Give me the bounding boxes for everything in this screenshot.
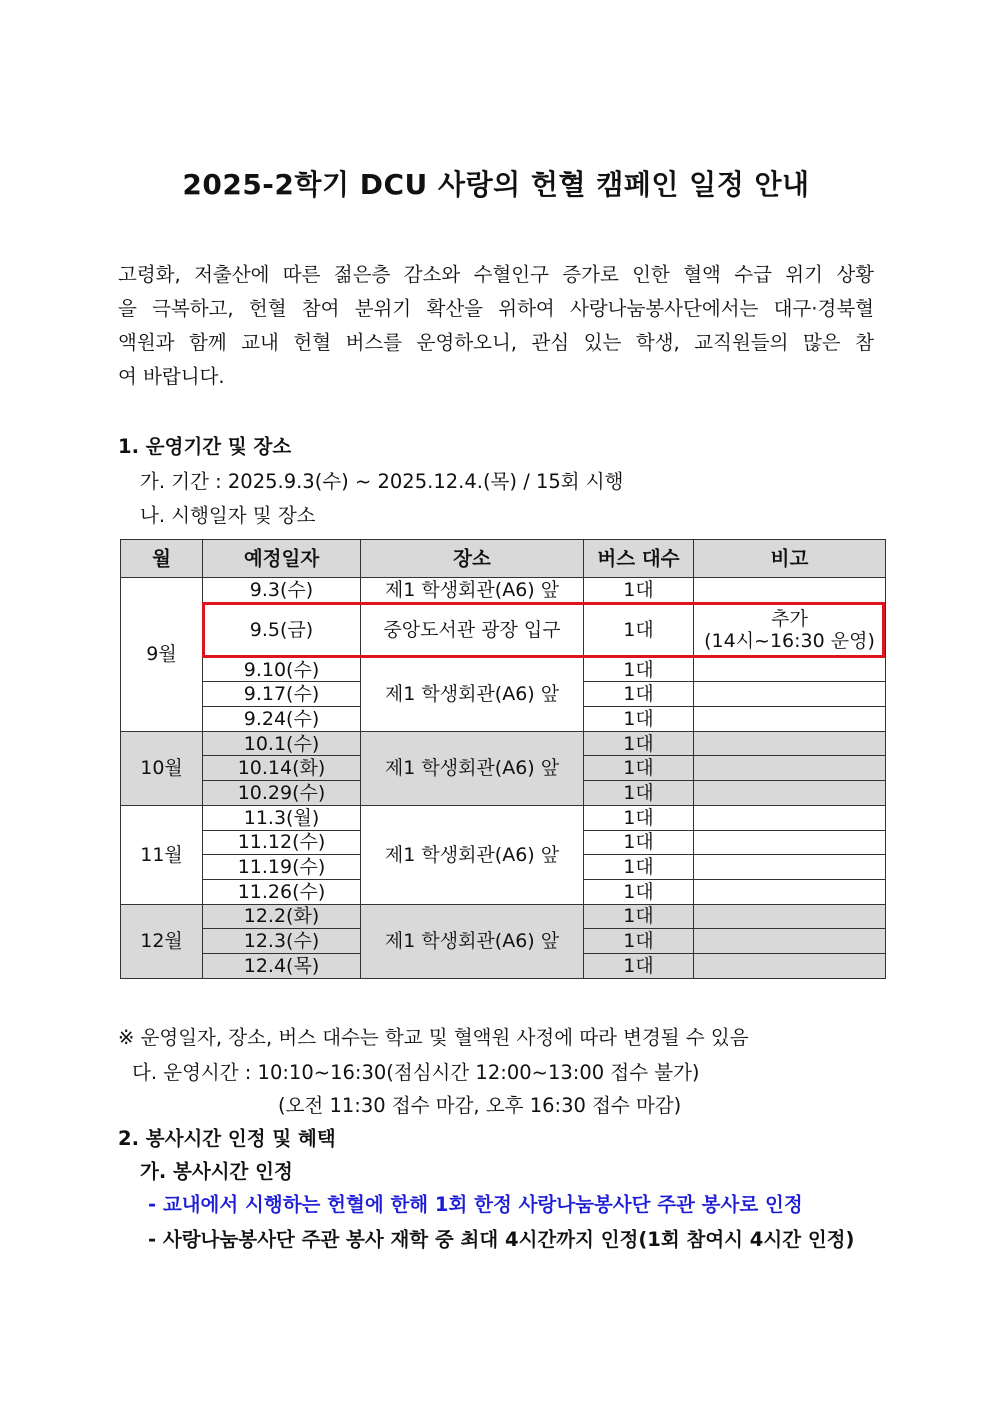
bus-cell: 1대 <box>584 879 694 904</box>
note-cell <box>694 756 886 781</box>
note-cell <box>694 855 886 880</box>
header-month: 월 <box>121 540 203 578</box>
note-cell <box>694 657 886 682</box>
bus-cell: 1대 <box>584 929 694 954</box>
note-cell <box>694 879 886 904</box>
date-cell: 9.17(수) <box>203 682 361 707</box>
place-cell: 제1 학생회관(A6) 앞 <box>361 731 584 805</box>
bus-cell: 1대 <box>584 756 694 781</box>
note-extra: 추가 <box>771 607 808 630</box>
date-cell: 11.26(수) <box>203 879 361 904</box>
header-date: 예정일자 <box>203 540 361 578</box>
bus-cell: 1대 <box>584 602 694 657</box>
place-cell: 제1 학생회관(A6) 앞 <box>361 657 584 731</box>
date-cell: 9.3(수) <box>203 578 361 603</box>
table-row <box>121 578 886 603</box>
note-cell <box>694 707 886 732</box>
table-row <box>121 657 886 682</box>
note-cell <box>694 929 886 954</box>
bus-cell: 1대 <box>584 682 694 707</box>
note-cell <box>694 781 886 806</box>
bus-cell: 1대 <box>584 731 694 756</box>
intro-line: 을 극복하고, 헌혈 참여 분위기 확산을 위하여 사랑나눔봉사단에서는 대구·경북혈 <box>118 297 874 320</box>
table-row <box>121 731 886 756</box>
place-cell: 제1 학생회관(A6) 앞 <box>361 904 584 978</box>
bus-cell: 1대 <box>584 830 694 855</box>
date-cell: 12.2(화) <box>203 904 361 929</box>
bus-cell: 1대 <box>584 781 694 806</box>
date-cell: 11.3(월) <box>203 805 361 830</box>
table-row <box>121 904 886 929</box>
note-cell <box>694 682 886 707</box>
note-cell <box>694 805 886 830</box>
intro-line: 고령화, 저출산에 따른 젊은층 감소와 수혈인구 증가로 인한 혈액 수급 위기 상황 <box>118 263 874 286</box>
bus-cell: 1대 <box>584 578 694 603</box>
place-cell: 중앙도서관 광장 입구 <box>361 602 584 657</box>
date-cell: 9.5(금) <box>203 602 361 657</box>
date-cell: 11.19(수) <box>203 855 361 880</box>
date-cell: 10.14(화) <box>203 756 361 781</box>
place-cell: 제1 학생회관(A6) 앞 <box>361 578 584 603</box>
bus-cell: 1대 <box>584 953 694 978</box>
table-row <box>121 805 886 830</box>
places-line: 나. 시행일자 및 장소 <box>140 504 316 527</box>
header-bus: 버스 대수 <box>584 540 694 578</box>
intro-line: 액원과 함께 교내 헌혈 버스를 운영하오니, 관심 있는 학생, 교직원들의 많은 참 <box>118 331 874 354</box>
volunteer-bullet-1: - 교내에서 시행하는 헌혈에 한해 1회 한정 사랑나눔봉사단 주관 봉사로 인정 <box>148 1193 803 1216</box>
date-cell: 9.10(수) <box>203 657 361 682</box>
date-cell: 11.12(수) <box>203 830 361 855</box>
intro-line: 여 바랍니다. <box>118 365 225 388</box>
intro-paragraph <box>118 258 874 394</box>
month-cell: 9월 <box>121 578 203 732</box>
hours-line: 다. 운영시간 : 10:10~16:30(점심시간 12:00~13:00 접수 불가) <box>132 1061 700 1084</box>
bus-cell: 1대 <box>584 657 694 682</box>
highlight-box <box>202 602 885 658</box>
note-cell <box>694 578 886 603</box>
bus-cell: 1대 <box>584 855 694 880</box>
bus-cell: 1대 <box>584 805 694 830</box>
header-place: 장소 <box>361 540 584 578</box>
bus-cell: 1대 <box>584 904 694 929</box>
table-header-row <box>121 540 886 578</box>
page-title: 2025-2학기 DCU 사랑의 헌혈 캠페인 일정 안내 <box>182 168 810 201</box>
section1-heading: 1. 운영기간 및 장소 <box>118 435 292 458</box>
date-cell: 9.24(수) <box>203 707 361 732</box>
date-cell: 10.1(수) <box>203 731 361 756</box>
place-cell: 제1 학생회관(A6) 앞 <box>361 805 584 904</box>
period-line: 가. 기간 : 2025.9.3(수) ~ 2025.12.4.(목) / 15회 시행 <box>140 470 624 493</box>
change-notice: ※ 운영일자, 장소, 버스 대수는 학교 및 혈액원 사정에 따라 변경될 수 있음 <box>118 1026 749 1049</box>
note-cell <box>694 904 886 929</box>
month-cell: 11월 <box>121 805 203 904</box>
date-cell: 12.3(수) <box>203 929 361 954</box>
month-cell: 10월 <box>121 731 203 805</box>
hours-detail-line: (오전 11:30 접수 마감, 오후 16:30 접수 마감) <box>278 1094 682 1117</box>
volunteer-bullet-2: - 사랑나눔봉사단 주관 봉사 재학 중 최대 4시간까지 인정(1회 참여시 4시간 인정) <box>148 1228 855 1251</box>
volunteer-subheading: 가. 봉사시간 인정 <box>140 1160 293 1183</box>
section2-heading: 2. 봉사시간 인정 및 혜택 <box>118 1127 336 1150</box>
note-hours: (14시~16:30 운영) <box>704 629 875 652</box>
note-cell <box>694 731 886 756</box>
note-cell <box>694 830 886 855</box>
date-cell: 10.29(수) <box>203 781 361 806</box>
bus-cell: 1대 <box>584 707 694 732</box>
note-cell <box>694 953 886 978</box>
header-note: 비고 <box>694 540 886 578</box>
month-cell: 12월 <box>121 904 203 978</box>
date-cell: 12.4(목) <box>203 953 361 978</box>
